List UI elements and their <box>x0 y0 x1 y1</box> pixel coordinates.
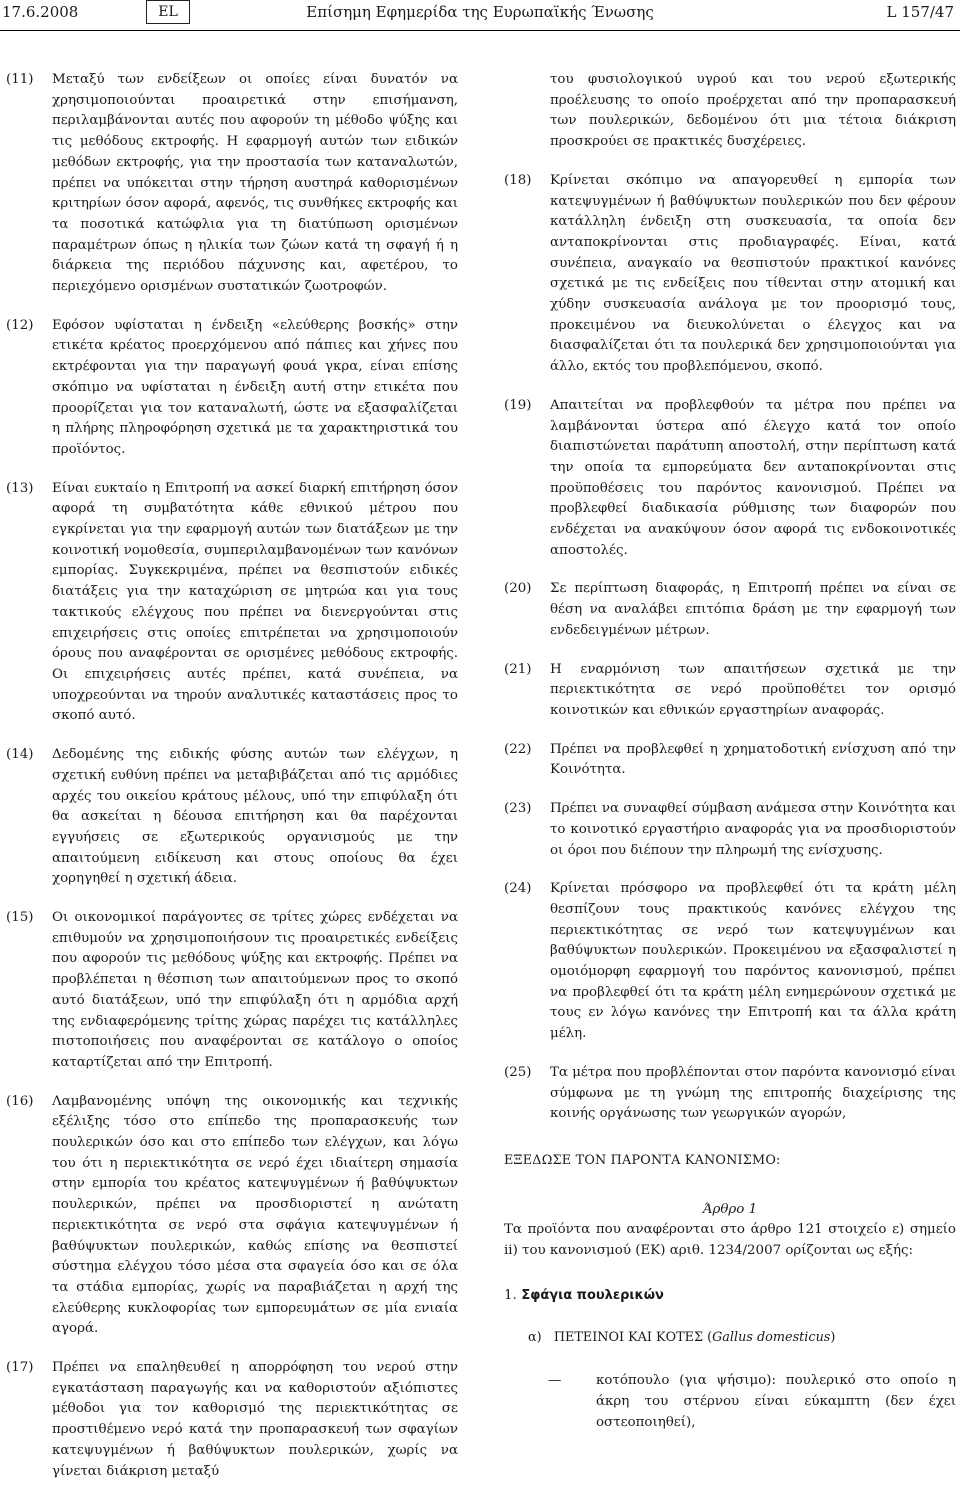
recital-number: (12) <box>6 317 34 333</box>
article-text: Τα προϊόντα που αναφέρονται στο άρθρο 121 στοιχείο ε) σημείο ii) του κανονισμού (ΕΚ) αριθ. 1234/2007 ορίζονται ως εξής: <box>504 1222 956 1259</box>
definition-text: κοτόπουλο (για ψήσιμο): πουλερικό στο οποίο η άκρη του στέρνου είναι εύκαμπτη (δεν έχει οστεοποιηθεί), <box>596 1373 956 1430</box>
recital-17 <box>6 1358 458 1482</box>
recital-21 <box>504 660 956 722</box>
recital-text: Πρέπει να προβλεφθεί η χρηματοδοτική ενίσχυση από την Κοινότητα. <box>550 741 956 778</box>
recital-12 <box>6 316 458 461</box>
recital-text: Είναι ευκταίο η Επιτροπή να ασκεί διαρκή επιτήρηση όσον αφορά τη συμβατότητα κάθε εθνικού μέτρου που εγκρίνεται για την εφαρμογή αυτών των διατάξεων με την κοινοτική νομοθεσία, συμπεριλαμβανομένων των κανόνων εμπορίας. Συγκεκριμένα, πρέπει να θεσπιστούν ειδικές διατάξεις για την καταχώριση σε μητρώα και για τους τακτικούς ελέγχους που πρέπει να διενεργούνται στις επιχειρήσεις στις οποίες επιτρέπεται να χρησιμοποιούν όρους που αναφέρονται σε ορισμένες μεθόδους εκτροφής. Οι επιχειρήσεις αυτές πρέπει, κατά συνέπεια, να υποχρεούνται να τηρούν αναλυτικές καταστάσεις προς το σκοπό αυτό. <box>52 480 458 724</box>
enacting-formula: ΕΞΕΔΩΣΕ ΤΟΝ ΠΑΡΟΝΤΑ ΚΑΝΟΝΙΣΜΟ: <box>504 1152 781 1168</box>
recital-16 <box>6 1092 458 1340</box>
recital-text: Σε περίπτωση διαφοράς, η Επιτροπή πρέπει να είναι σε θέση να αναλάβει επιτόπια δράση με την εφαρμογή των ενδεδειγμένων μέτρων. <box>550 581 956 638</box>
section-number: 1. <box>504 1287 517 1303</box>
recital-number: (14) <box>6 747 34 763</box>
recital-text: Απαιτείται να προβλεφθούν τα μέτρα που πρέπει να λαμβάνονται ύστερα από έλεγχο κατά τον οποίο διαπιστώνεται παράτυπη αποστολή, στην περίπτωση κατά την οποία τα εμπορεύματα δεν ανταποκρίνονται στις προϋποθέσεις του παρόντος κανονισμού. Πρέπει να προβλεφθεί διαδικασία ρύθμισης των διαφορών που ενδέχεται να ανακύψουν όσον αφορά τις ενδοκοινοτικές αποστολές. <box>550 397 956 558</box>
recital-22 <box>504 740 956 781</box>
section-heading <box>504 1286 956 1307</box>
header-rule <box>0 30 960 31</box>
recital-number: (20) <box>504 581 532 597</box>
recital-18 <box>504 171 956 378</box>
recital-23 <box>504 799 956 861</box>
definition-item <box>548 1371 956 1433</box>
recital-number: (25) <box>504 1064 532 1080</box>
publication-date: 17.6.2008 <box>2 3 79 21</box>
journal-title: Επίσημη Εφημερίδα της Ευρωπαϊκής Ένωσης <box>306 3 654 21</box>
recital-text: Λαμβανομένης υπόψη της οικονομικής και τεχνικής εξέλιξης τόσο στο επίπεδο της προπαρασκευής των πουλερικών όσο και στο επίπεδο των ελέγχων, και λόγω του ότι η περιεκτικότητα σε νερό έχει ιδιαίτερη σημασία στην εμπορία του κρέατος κατεψυγμένων ή βαθύψυκτων πουλερικών, πρέπει να προσδιοριστεί η ανώτατη περιεκτικότητα σε νερό στα σφάγια κατεψυγμένων ή βαθύψυκτων πουλερικών, καθώς επίσης να θεσπιστεί σύστημα ελέγχου τόσο μέσα στα σφαγεία όσο και σε όλα τα στάδια εμπορίας, χωρίς να παραβιάζεται η αρχή της ελεύθερης κυκλοφορίας των εμπορευμάτων σε μία ενιαία αγορά. <box>52 1093 458 1337</box>
recital-19 <box>504 396 956 562</box>
right-column <box>504 70 956 1433</box>
recital-24 <box>504 879 956 1045</box>
recital-20 <box>504 579 956 641</box>
page-reference: L 157/47 <box>886 3 954 21</box>
subsection-close: ) <box>830 1330 836 1346</box>
recital-11 <box>6 70 458 298</box>
recital-text: Τα μέτρα που προβλέπονται στον παρόντα κανονισμό είναι σύμφωνα με τη γνώμη της επιτροπής διαχείρισης της κοινής οργάνωσης των γεωργικών αγορών, <box>550 1064 956 1122</box>
page-header <box>0 0 960 30</box>
recital-text: Πρέπει να συναφθεί σύμβαση ανάμεσα στην Κοινότητα και το κοινοτικό εργαστήριο αναφοράς για να προσδιοριστούν οι όροι που διέπουν την πληρωμή της ενίσχυσης. <box>550 801 956 858</box>
recital-text: Μεταξύ των ενδείξεων οι οποίες είναι δυνατόν να χρησιμοποιούνται προαιρετικά στην επισήμανση, περιλαμβάνονται αυτές που αφορούν τη μέθοδο ψύξης και τις μεθόδους εκτροφής. Η εφαρμογή αυτών των ειδικών μεθόδων εκτροφής, για την προστασία των καταναλωτών, πρέπει να υπόκειται στην τήρηση αυστηρά καθορισμένων κριτηρίων όσον αφορά, αφενός, τις συνθήκες εκτροφής και τα ποσοτικά κατώφλια για τη διατύπωση ορισμένων παραμέτρων όπως η ηλικία των ζώων κατά τη σφαγή ή η διάρκεια της περιόδου πάχυνσης και, αφετέρου, το περιεχόμενο ορισμένων συστατικών ζωοτροφών. <box>52 72 458 295</box>
recital-text: Κρίνεται πρόσφορο να προβλεφθεί ότι τα κράτη μέλη θεσπίζουν τους πρακτικούς κανόνες ελέγχου της περιεκτικότητας σε νερό των κατεψυγμένων και βαθύψυκτων πουλερικών. Προκειμένου να εξασφαλιστεί η ομοιόμορφη εφαρμογή του παρόντος κανονισμού, πρέπει να προβλεφθεί ότι τα κράτη μέλη ενημερώνουν σχετικά με τους εν λόγω κανόνες την Επιτροπή και τα άλλα κράτη μέλη. <box>550 881 956 1042</box>
recital-15 <box>6 908 458 1074</box>
left-column <box>6 70 458 1500</box>
recital-text: Εφόσον υφίσταται η ένδειξη «ελεύθερης βοσκής» στην ετικέτα κρέατος προερχόμενου από πάπιες και χήνες που εκτρέφονται για την παραγωγή φουά γκρα, είναι επίσης σκόπιμο να υφίσταται η ένδειξη αυτή στην ετικέτα που προορίζεται για τον καταναλωτή, ώστε να εξασφαλίζεται η πλήρης πληροφόρηση σχετικά με τα χαρακτηριστικά του προϊόντος. <box>52 317 458 457</box>
recital-25 <box>504 1063 956 1125</box>
article-heading: Άρθρο 1 <box>702 1201 758 1217</box>
section-title: Σφάγια πουλερικών <box>521 1287 664 1303</box>
recital-number: (23) <box>504 801 532 817</box>
recital-13 <box>6 479 458 727</box>
recital-number: (17) <box>6 1360 34 1376</box>
language-badge: EL <box>146 0 190 24</box>
recital-number: (15) <box>6 910 34 926</box>
recital-text: Κρίνεται σκόπιμο να απαγορευθεί η εμπορία των κατεψυγμένων ή βαθύψυκτων πουλερικών που δεν φέρουν κατάλληλη ένδειξη στη συσκευασία, τα οποία δεν ανταποκρίνονται στις προδιαγραφές. Είναι, κατά συνέπεια, αναγκαίο να θεσπιστούν πρακτικοί κανόνες σχετικά με τις ενδείξεις που τίθενται στην ατομική και χύδην συσκευασία ανάλογα με τον προορισμό τους, προκειμένου να διευκολύνεται ο έλεγχος και να διασφαλίζεται ότι τα πουλερικά δεν χρησιμοποιούνται για άλλο, εκτός του προβλεπόμενου, σκοπό. <box>550 172 956 375</box>
subsection-label: α) <box>528 1330 542 1346</box>
recital-number: (22) <box>504 741 532 757</box>
subsection-heading <box>528 1328 956 1349</box>
recital-number: (16) <box>6 1093 34 1109</box>
recital-number: (24) <box>504 881 532 897</box>
dash-marker: — <box>548 1373 562 1389</box>
recital-number: (19) <box>504 397 532 413</box>
recital-number: (11) <box>6 72 34 87</box>
recital-number: (18) <box>504 172 532 188</box>
recital-number: (21) <box>504 661 532 677</box>
subsection-title: ΠΕΤΕΙΝΟΙ ΚΑΙ ΚΟΤΕΣ ( <box>553 1330 713 1346</box>
recital-text: Πρέπει να επαληθευθεί η απορρόφηση του νερού στην εγκατάσταση παραγωγής και να καθοριστούν αξιόπιστες μέθοδοι για τον καθορισμό της περιεκτικότητας σε προστιθέμενο νερό κατά την προπαρασκευή των σφαγίων κατεψυγμένων ή βαθύψυκτων πουλερικών, χωρίς να γίνεται διάκριση μεταξύ <box>52 1360 458 1479</box>
recital-number: (13) <box>6 480 34 496</box>
recital-text: Η εναρμόνιση των απαιτήσεων σχετικά με την περιεκτικότητα σε νερό προϋποθέτει τον ορισμό κοινοτικών και εθνικών εργαστηρίων αναφοράς. <box>550 661 956 718</box>
recital-14 <box>6 745 458 890</box>
species-name: Gallus domesticus <box>712 1330 831 1346</box>
recital-text: Οι οικονομικοί παράγοντες σε τρίτες χώρες ενδέχεται να επιθυμούν να χρησιμοποιήσουν τις προαιρετικές ενδείξεις που αφορούν τις μεθόδους ψύξης και εκτροφής. Πρέπει να προβλέπεται η θέσπιση των απαιτούμενων προς το σκοπό αυτό διατάξεων, υπό την επιφύλαξη ότι η αρμόδια αρχή της ενδιαφερόμενης τρίτης χώρας παρέχει τις κατάλληλες πιστοποιήσεις που αναφέρονται σε κατάλογο ο οποίος καταρτίζεται από την Επιτροπή. <box>52 910 458 1070</box>
recital-17-continuation: του φυσιολογικού υγρού και του νερού εξωτερικής προέλευσης το οποίο προέρχεται από την προπαρασκευή των πουλερικών, δεδομένου ότι μια τέτοια διάκριση προσκρούει σε πρακτικές δυσχέρειες. <box>550 72 956 150</box>
recital-text: Δεδομένης της ειδικής φύσης αυτών των ελέγχων, η σχετική ευθύνη πρέπει να μεταβιβάζεται από τις αρμόδιες αρχές του οικείου κράτους μέλους, υπό την επιφύλαξη ότι θα ασκείται η δέουσα επιτήρηση και θα παρέχονται εγγυήσεις σε εξωτερικούς οργανισμούς με την απαιτούμενη ειδίκευση και στους οποίους θα έχει χορηγηθεί η σχετική άδεια. <box>52 747 458 887</box>
